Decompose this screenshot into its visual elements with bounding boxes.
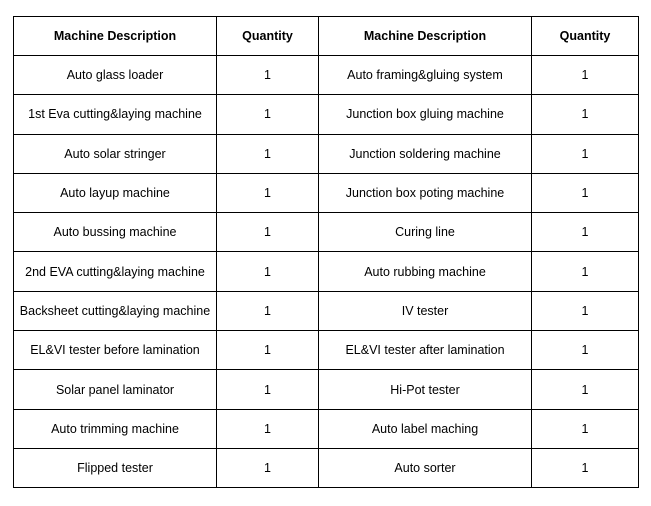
- machine-description-cell: Junction box poting machine: [319, 173, 532, 212]
- quantity-cell: 1: [532, 134, 639, 173]
- quantity-cell: 1: [217, 213, 319, 252]
- table-row: [14, 56, 639, 95]
- table-row: [14, 331, 639, 370]
- header-machine-description-right: Machine Description: [319, 17, 532, 56]
- table-row: [14, 448, 639, 487]
- header-quantity-right: Quantity: [532, 17, 639, 56]
- quantity-cell: 1: [217, 173, 319, 212]
- machine-description-cell: IV tester: [319, 291, 532, 330]
- machine-description-cell: Hi-Pot tester: [319, 370, 532, 409]
- quantity-cell: 1: [217, 370, 319, 409]
- quantity-cell: 1: [532, 409, 639, 448]
- machine-description-cell: Auto sorter: [319, 448, 532, 487]
- quantity-cell: 1: [217, 252, 319, 291]
- machine-description-cell: Auto layup machine: [14, 173, 217, 212]
- quantity-cell: 1: [217, 331, 319, 370]
- quantity-cell: 1: [217, 448, 319, 487]
- quantity-cell: 1: [217, 56, 319, 95]
- quantity-cell: 1: [532, 95, 639, 134]
- machine-description-cell: Auto trimming machine: [14, 409, 217, 448]
- table-row: [14, 252, 639, 291]
- machine-description-cell: EL&VI tester after lamination: [319, 331, 532, 370]
- quantity-cell: 1: [532, 370, 639, 409]
- table-row: [14, 370, 639, 409]
- machine-description-cell: Auto bussing machine: [14, 213, 217, 252]
- table-row: [14, 95, 639, 134]
- table-row: [14, 213, 639, 252]
- header-quantity-left: Quantity: [217, 17, 319, 56]
- quantity-cell: 1: [532, 331, 639, 370]
- machine-description-cell: Junction soldering machine: [319, 134, 532, 173]
- machine-description-cell: Auto label maching: [319, 409, 532, 448]
- machine-description-cell: 2nd EVA cutting&laying machine: [14, 252, 217, 291]
- table-row: [14, 409, 639, 448]
- table-row: [14, 134, 639, 173]
- table-body: [14, 56, 639, 488]
- quantity-cell: 1: [217, 134, 319, 173]
- quantity-cell: 1: [217, 409, 319, 448]
- machine-description-cell: Flipped tester: [14, 448, 217, 487]
- machine-description-cell: Curing line: [319, 213, 532, 252]
- quantity-cell: 1: [532, 213, 639, 252]
- table-row: [14, 291, 639, 330]
- quantity-cell: 1: [532, 291, 639, 330]
- table-row: [14, 173, 639, 212]
- machine-list-table: [13, 16, 639, 488]
- machine-description-cell: Auto rubbing machine: [319, 252, 532, 291]
- quantity-cell: 1: [532, 448, 639, 487]
- machine-description-cell: Auto glass loader: [14, 56, 217, 95]
- machine-description-cell: Auto framing&gluing system: [319, 56, 532, 95]
- machine-description-cell: Backsheet cutting&laying machine: [14, 291, 217, 330]
- machine-description-cell: Junction box gluing machine: [319, 95, 532, 134]
- header-machine-description-left: Machine Description: [14, 17, 217, 56]
- quantity-cell: 1: [217, 291, 319, 330]
- quantity-cell: 1: [217, 95, 319, 134]
- quantity-cell: 1: [532, 173, 639, 212]
- machine-description-cell: EL&VI tester before lamination: [14, 331, 217, 370]
- quantity-cell: 1: [532, 252, 639, 291]
- machine-description-cell: Auto solar stringer: [14, 134, 217, 173]
- table-header-row: [14, 17, 639, 56]
- machine-description-cell: Solar panel laminator: [14, 370, 217, 409]
- quantity-cell: 1: [532, 56, 639, 95]
- machine-description-cell: 1st Eva cutting&laying machine: [14, 95, 217, 134]
